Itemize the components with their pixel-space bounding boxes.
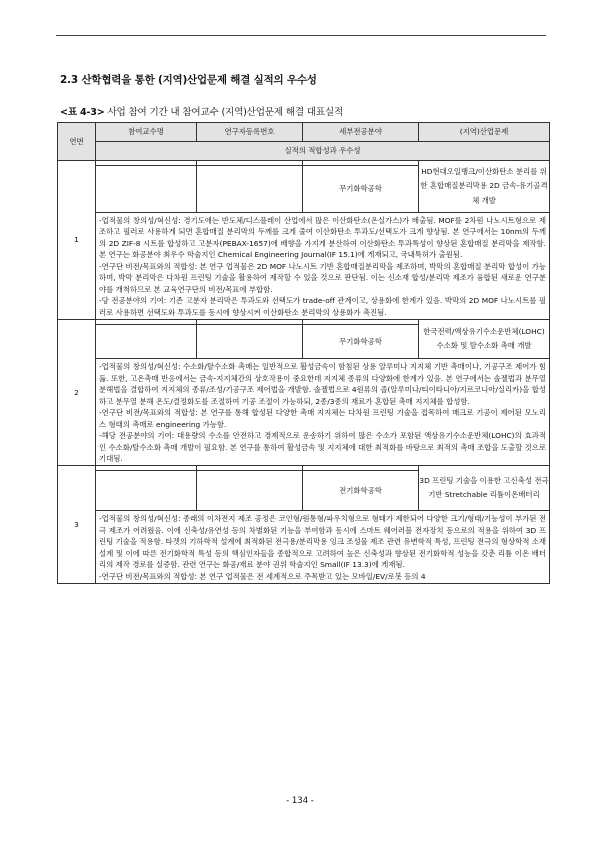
table-caption-title: 사업 참여 기간 내 참여교수 (지역)산업문제 해결 대표실적 — [104, 107, 344, 118]
header-field: 세부전공분야 — [303, 123, 419, 142]
row-3-industry-problem: 3D 프린팅 기술을 이용한 고신축성 전극기반 Stretchable 리튬이온배터리 — [419, 466, 550, 511]
row-3-researcher-spacer — [197, 471, 303, 511]
row-2-professor-spacer — [96, 325, 197, 359]
header-industry-problem: (지역)산업문제 — [419, 123, 550, 142]
row-3-no: 3 — [58, 466, 96, 584]
table-caption-label: <표 4-3> — [60, 107, 105, 118]
row-1-paragraph: -업적물의 창의성/혁신성: 경기도에는 반도체/디스플레이 산업에서 많은 이산화탄소(온실가스)가 배출됨. MOF를 2차원 나노시트형으로 제조하고 필러로 사용하게 되면 혼합매질 분리막의 두께를 크게 줄여 이산화탄소 투과도/선택도가 크게 향상됨. 본 연구에서는 10nm의 두께의 2D ZIF-8 시트를 합성하고 고분자(PEBAX-1657)에 배향을 가지게 분산하여 이산화탄소 투과특성이 향상된 혼합매질 분리막을 제작함. 본 연구는 화공분야 최우수 학술지인 Chemical Engineering Journal(IF 15.1)에 게재되고, 국내특허가 출원됨. — [99, 216, 546, 260]
row-1-paragraph: -연구단 비전/목표와의 적합성: 본 연구 업적물은 2D MOF 나노시트 기반 혼합매질분리막을 제조하며, 박막의 혼합매질 분리막 합성이 가능하며, 박막 분리막은 다차원 프린팅 기술을 활용하여 제작할 수 있을 것으로 판단됨. 이는 신소재 합성/분리막 제조가 융합된 새로운 연구분야를 개척하므로 본 교육연구단의 비전/목표에 부합함. — [99, 261, 546, 294]
row-1-researcher-spacer — [197, 166, 303, 213]
row-2-paragraph: -업적물의 창의성/혁신성: 수소화/탈수소화 촉매는 일반적으로 활성금속이 함침된 상용 알루미나 지지체 기반 촉매이나, 기공구조 제어가 힘듦. 또한, 고온촉매 반응에서는 금속-지지체간의 상호작용이 중요한데 지지체 종류의 다양화에 한계가 있음. 본 연구에서는 솔젤법과 분무열분해법을 결합하여 지지체의 종류/조성/기공구조 제어법을 개발함. 솔젤법으로 4원류의 졸(알루미나/티이타니아/지르코니아/실리카)을 합성하고 분무열 분해 온도/결정화도를 조절하여 기공 조절이 가능하되, 2종/3종의 재료가 혼합된 촉매 지지체를 합성함. — [99, 362, 546, 406]
row-2-industry-problem: 한국전력/액상유기수소운반체(LOHC) 수소화 및 탈수소화 촉매 개발 — [419, 320, 550, 359]
row-1-professor-spacer — [96, 166, 197, 213]
row-3-professor-spacer — [96, 471, 197, 511]
row-3-paragraph: -업적물의 창의성/혁신성: 종래의 이차전지 제조 공정은 코인형/원통형/파우치형으로 형태가 제한되어 다양한 크기/형태/기능성이 부가된 전극 제조가 어려웠음. 이에 신축성/유연성 등의 차별화된 기능을 부여함과 동시에 스마트 웨어러블 전자장치 등으로의 적용을 위하여 3D 프린팅 기술을 적용함. 타겟의 기하학적 설계에 최적화된 전극용/분리막용 잉크 조성물 제조 관련 유변학적 특성, 프린팅 전극의 형상학적 소재 설계 및 이에 따른 전기화학적 특성 등의 핵심인자들을 종합적으로 고려하여 높은 신축성과 향상된 전기화학적 성능을 갖춘 리튬 이온 배터리의 제작 경로를 실증함. 관련 연구는 화공/재료 분야 권위 학술지인 Small(IF 13.3)에 게재됨. — [99, 514, 546, 570]
table-caption — [60, 104, 343, 118]
row-2-relevance — [96, 359, 550, 466]
row-2-field: 무기화학공학 — [303, 325, 419, 359]
header-no: 연번 — [58, 123, 96, 161]
achievement-table — [57, 122, 550, 584]
row-1-relevance — [96, 213, 550, 320]
row-1-field: 무기화학공학 — [303, 166, 419, 213]
section-heading: 2.3 산학협력을 통한 (지역)산업문제 해결 실적의 우수성 — [60, 74, 317, 86]
row-2-paragraph: -연구단 비전/목표와의 적합성: 본 연구를 통해 합성된 다양한 촉매 지지체는 다차원 프린팅 기술을 접목하여 매크로 기공이 제어된 모노리스 형태의 촉매로 engineering 가능함. — [99, 408, 546, 429]
row-1-paragraph: -당 전공분야의 기여: 기존 고분자 분리막은 투과도와 선택도가 trade-off 관계이고, 상용화에 한계가 있음. 박막의 2D MOF 나노시트를 필러로 사용하면 선택도와 투과도를 동시에 향상시켜 이산화탄소 분리막의 상용화가 촉진됨. — [99, 296, 546, 317]
top-rule — [56, 35, 546, 36]
row-2-paragraph: -해당 전공분야의 기여: 대용량의 수소를 안전하고 경제적으로 운송하기 위하여 많은 수소가 포함된 액상유기수소운반체(LOHC)의 효과적인 수소화/탈수소화 촉매 개발이 필요함. 본 연구를 통하여 활성금속 및 지지체에 대한 최적화를 바탕으로 최적의 촉매 조합을 도출할 것으로 기대됨. — [99, 431, 546, 463]
row-2-researcher-spacer — [197, 325, 303, 359]
header-professor: 참여교수명 — [96, 123, 197, 142]
row-3-relevance — [96, 511, 550, 584]
page-number: - 134 - — [286, 796, 314, 806]
row-3-field: 전기화학공학 — [303, 471, 419, 511]
row-3-paragraph: -연구단 비전/목표와의 적합성: 본 연구 업적물은 전 세계적으로 주목받고 있는 모바일/EV/로봇 등의 4 — [99, 571, 426, 581]
row-2-no: 2 — [58, 320, 96, 466]
achievement-table-wrapper — [57, 122, 549, 584]
row-1-industry-problem: HD현대오일뱅크/이산화탄소 분리를 위한 혼합매질분리막용 2D 금속-유기골격체 개발 — [419, 161, 550, 213]
header-relevance: 실적의 적합성과 우수성 — [96, 142, 550, 161]
header-researcher-id: 연구자등록번호 — [197, 123, 303, 142]
row-1-no: 1 — [58, 161, 96, 320]
